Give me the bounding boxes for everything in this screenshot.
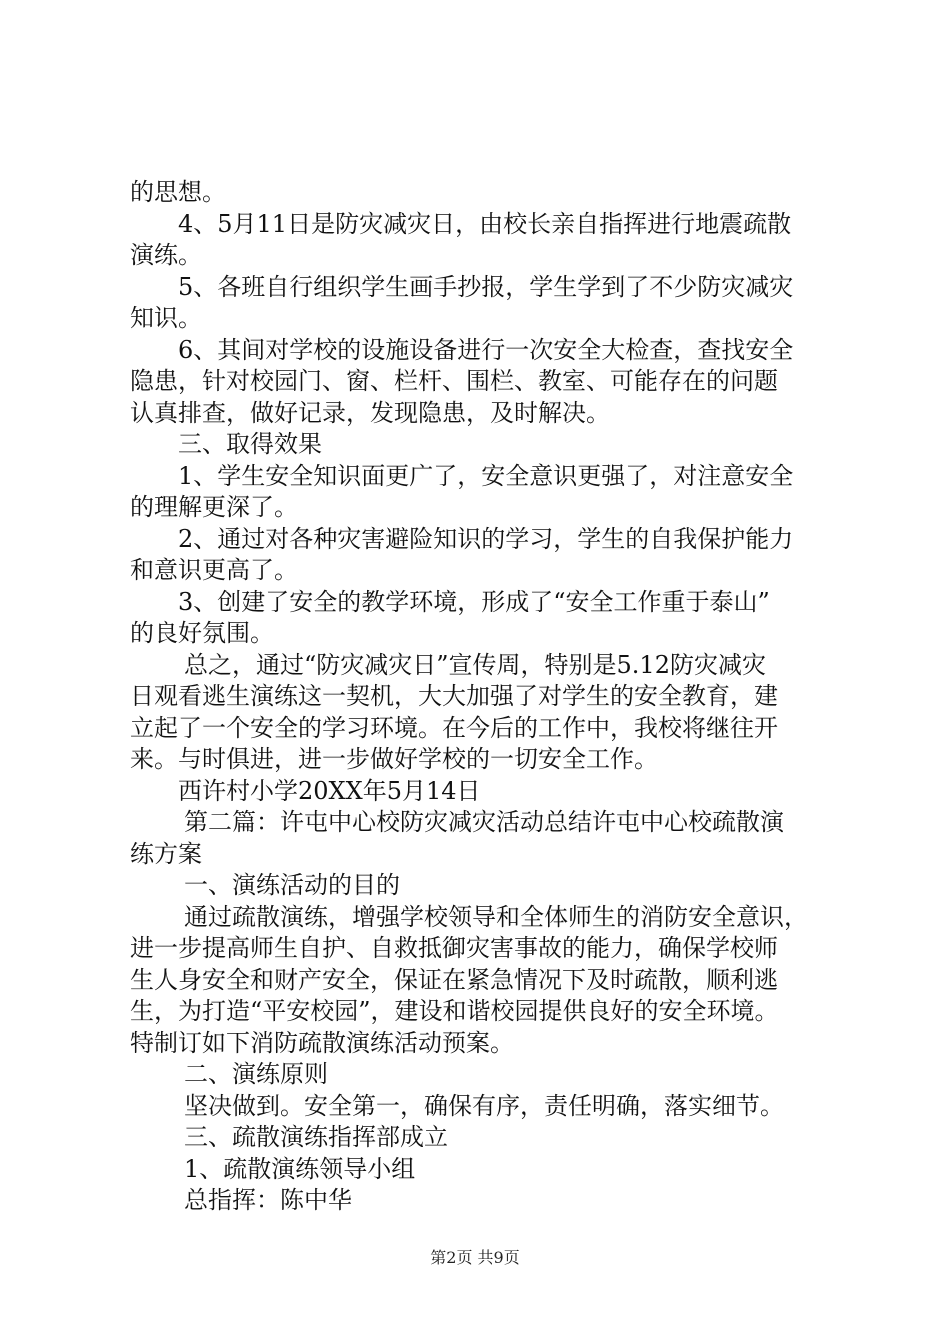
text-line: 2、通过对各种灾害避险知识的学习，学生的自我保护能力: [178, 524, 794, 553]
text-line: 西许村小学20XX年5月14日: [178, 776, 481, 805]
text-line: 1、学生安全知识面更广了，安全意识更强了，对注意安全: [178, 461, 794, 490]
text-line: 三、疏散演练指挥部成立: [184, 1123, 448, 1151]
text-line: 二、演练原则: [184, 1060, 328, 1088]
text-line: 日观看逃生演练这一契机，大大加强了对学生的安全教育，建: [130, 682, 778, 710]
text-line: 4、5月11日是防灾减灾日，由校长亲自指挥进行地震疏散: [178, 209, 792, 238]
text-line: 认真排查，做好记录，发现隐患，及时解决。: [130, 398, 610, 427]
text-line: 通过疏散演练，增强学校领导和全体师生的消防安全意识，: [184, 902, 808, 931]
text-line: 和意识更高了。: [130, 556, 298, 584]
text-line: 1、疏散演练领导小组: [184, 1154, 416, 1183]
text-line: 特制订如下消防疏散演练活动预案。: [130, 1028, 514, 1057]
text-line: 第二篇：许屯中心校防灾减灾活动总结许屯中心校疏散演: [184, 808, 784, 836]
text-line: 隐患，针对校园门、窗、栏杆、围栏、教室、可能存在的问题: [130, 367, 778, 395]
text-line: 的理解更深了。: [130, 493, 298, 521]
text-line: 6、其间对学校的设施设备进行一次安全大检查，查找安全: [178, 335, 794, 364]
text-line: 5、各班自行组织学生画手抄报，学生学到了不少防灾减灾: [178, 272, 794, 301]
text-line: 演练。: [130, 241, 202, 269]
text-line: 立起了一个安全的学习环境。在今后的工作中，我校将继往开: [130, 713, 778, 742]
page-footer: 第2页 共9页: [430, 1248, 520, 1267]
text-line: 生人身安全和财产安全，保证在紧急情况下及时疏散，顺利逃: [130, 965, 778, 994]
text-line: 的良好氛围。: [130, 619, 274, 647]
text-line: 练方案: [130, 839, 202, 868]
text-line: 一、演练活动的目的: [184, 871, 400, 899]
text-line: 生，为打造“平安校园”，建设和谐校园提供良好的安全环境。: [130, 997, 779, 1025]
text-line: 的思想。: [130, 178, 226, 206]
text-line: 来。与时俱进，进一步做好学校的一切安全工作。: [130, 745, 658, 773]
text-line: 知识。: [130, 304, 202, 332]
text-line: 3、创建了安全的教学环境，形成了“安全工作重于泰山”: [178, 587, 770, 616]
text-line: 总之，通过“防灾减灾日”宣传周，特别是5.12防灾减灾: [184, 650, 766, 679]
text-line: 总指挥：陈中华: [184, 1186, 352, 1214]
text-line: 三、取得效果: [178, 430, 322, 458]
text-line: 坚决做到。安全第一，确保有序，责任明确，落实细节。: [184, 1091, 784, 1120]
text-line: 进一步提高师生自护、自救抵御灾害事故的能力，确保学校师: [130, 934, 778, 962]
